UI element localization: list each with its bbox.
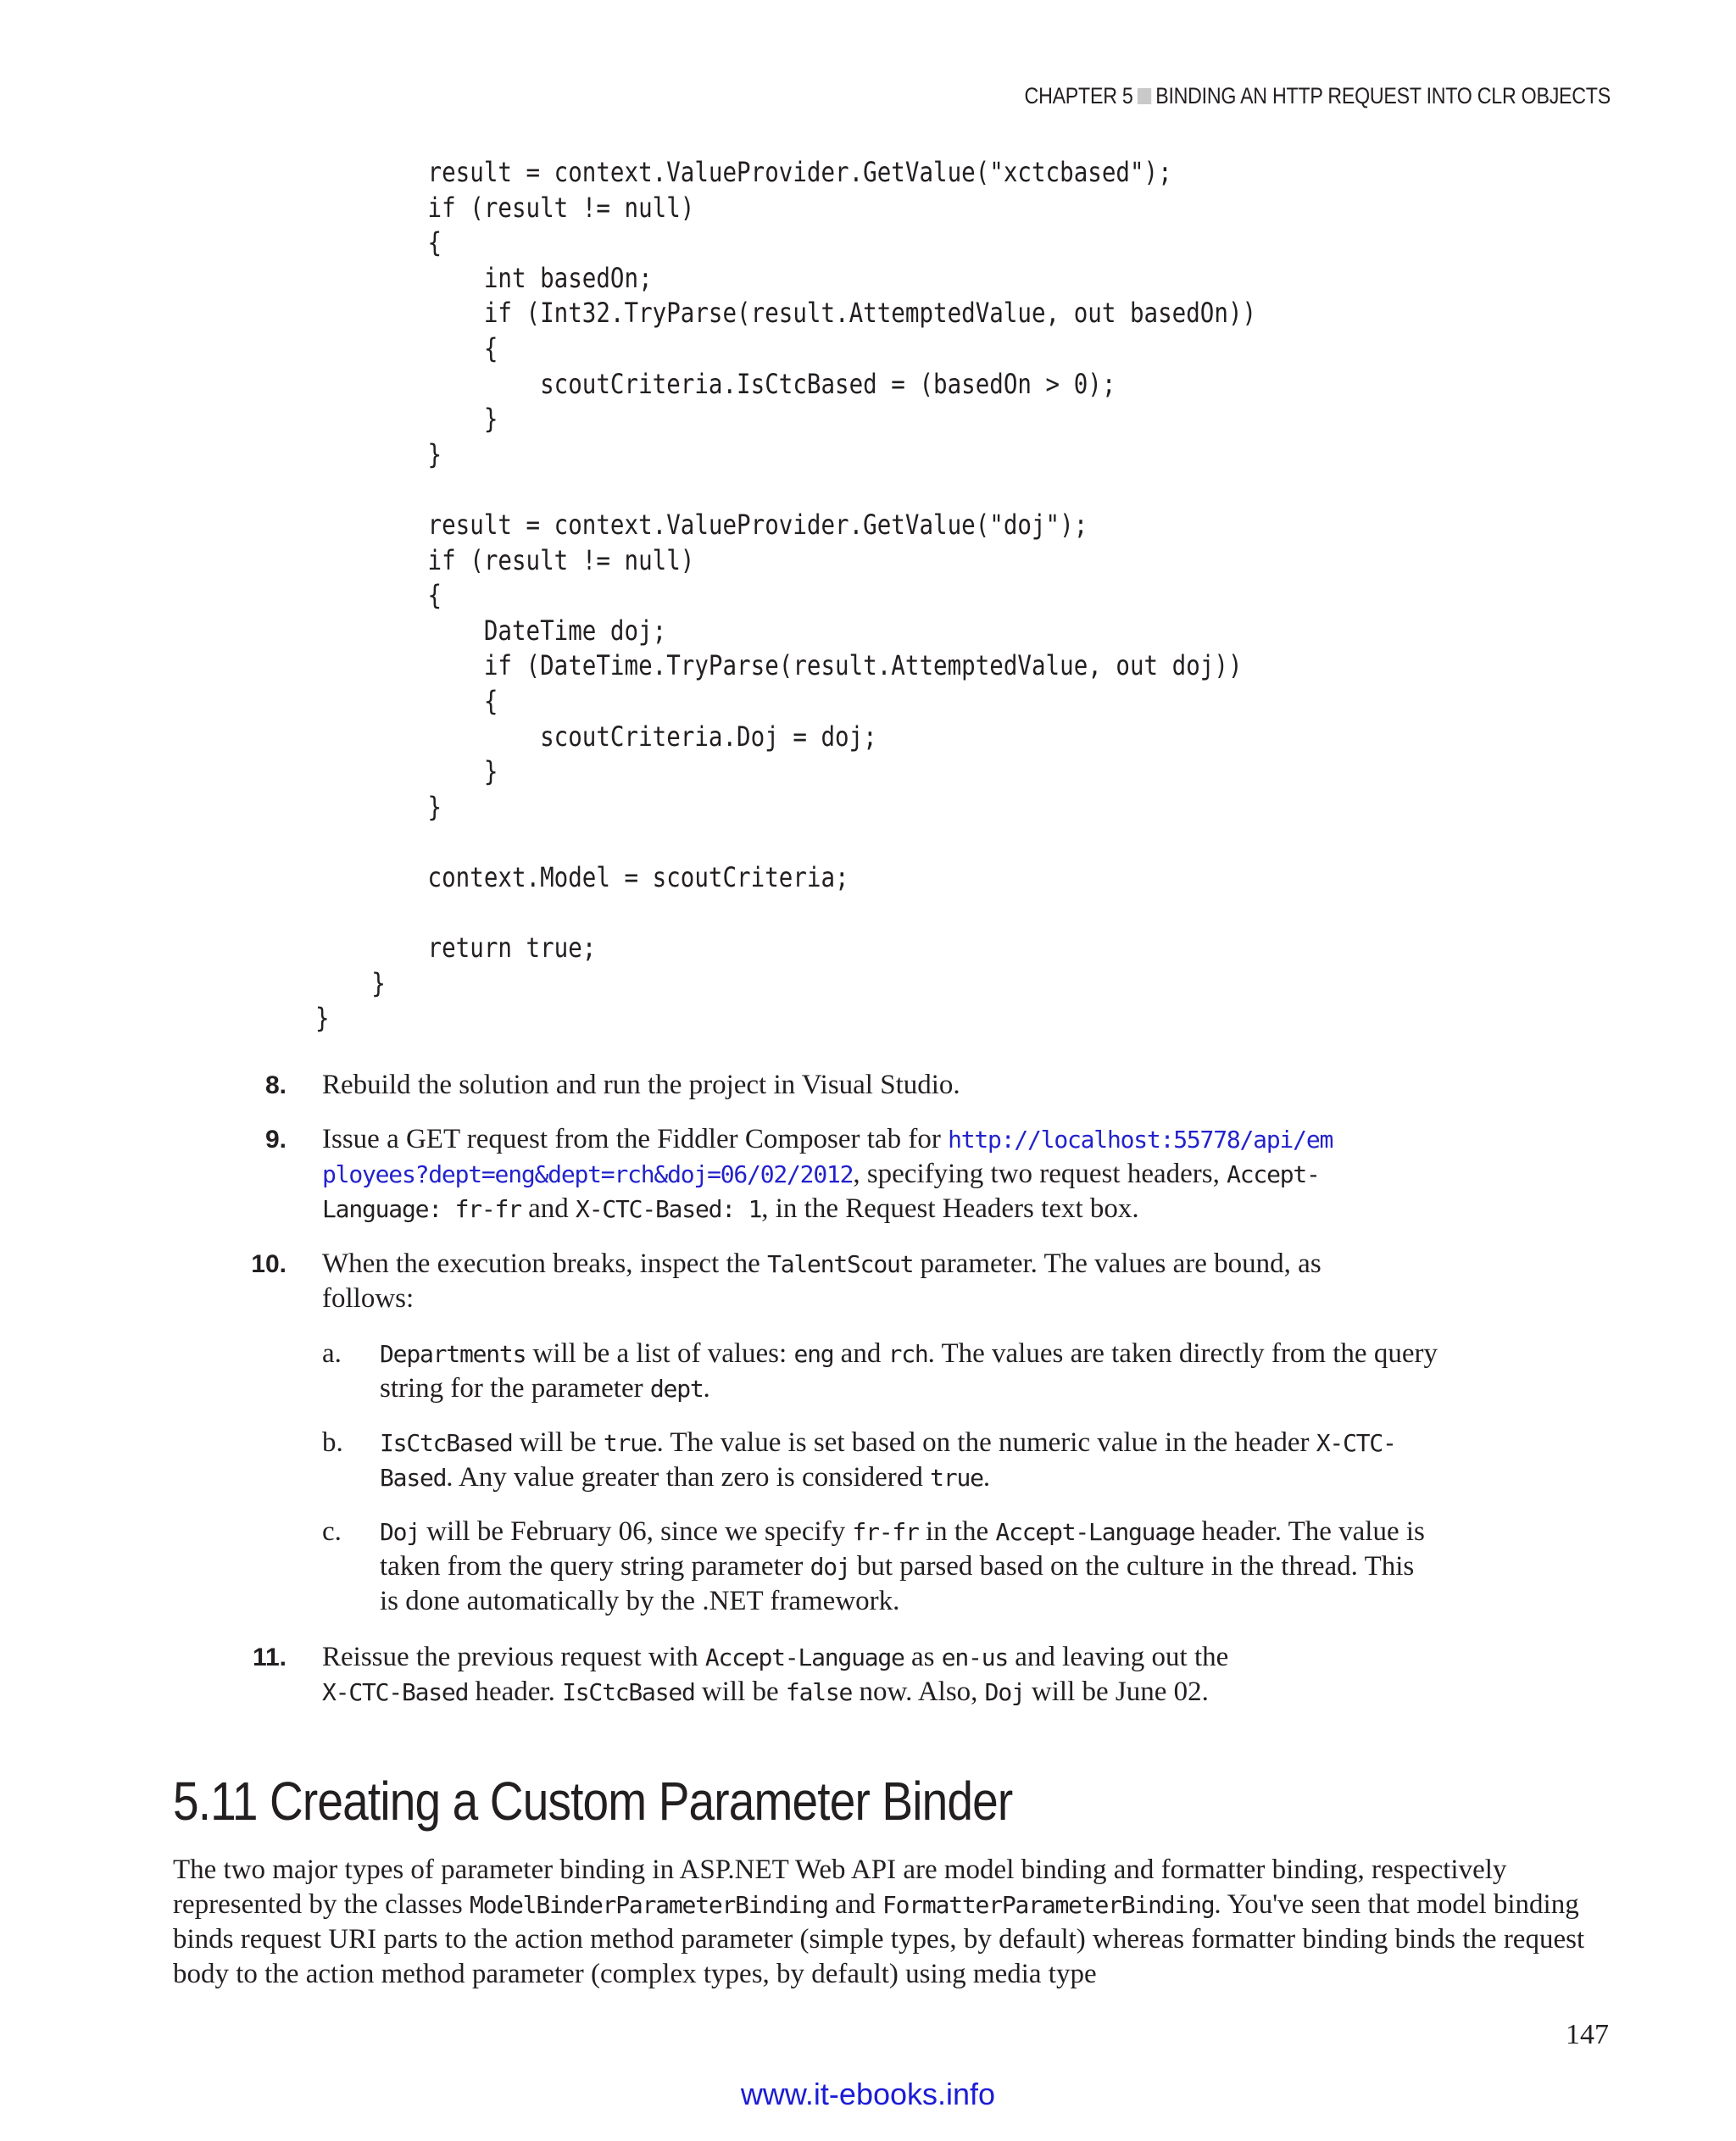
chapter-title: BINDING AN HTTP REQUEST INTO CLR OBJECTS — [1155, 83, 1611, 108]
code-line: } — [315, 437, 442, 470]
step-9-text: Issue a GET request from the Fiddler Composer tab for http://localhost:55778/api/em ployees?dept=eng&dept=rch&doj=06/02/2012, specifying two request headers, Accept- Language: fr-fr and X-CTC-Based: 1, in the Request Headers text box. — [322, 1124, 1333, 1224]
request-url-link[interactable]: http://localhost:55778/api/em ployees?dept=eng&dept=rch&doj=06/02/2012 — [322, 1126, 1333, 1188]
code-line: context.Model = scoutCriteria; — [315, 860, 849, 893]
code-line — [315, 825, 1256, 860]
footer-link[interactable]: www.it-ebooks.info — [740, 2077, 996, 2111]
step-10-text: When the execution breaks, inspect the TalentScout parameter. The values are bound, as follows: — [322, 1248, 1321, 1314]
code-line: } — [315, 1002, 330, 1035]
code-line: if (DateTime.TryParse(result.AttemptedValue, out doj)) — [315, 649, 1243, 682]
sub-item-b-text: IsCtcBased will be true. The value is set based on the numeric value in the header X-CTC-Based. Any value greater than zero is considered true. — [380, 1427, 1396, 1493]
code-line: } — [315, 403, 498, 436]
step-number: 9. — [264, 1126, 287, 1154]
code-line: int basedOn; — [315, 261, 653, 294]
code-line: if (result != null) — [315, 543, 695, 576]
code-line: scoutCriteria.Doj = doj; — [315, 720, 877, 753]
code-line: return true; — [315, 931, 597, 965]
step-number: 10. — [251, 1250, 287, 1278]
code-line — [315, 472, 1256, 508]
code-line: DateTime doj; — [315, 614, 667, 647]
step-number: 11. — [252, 1643, 287, 1671]
chapter-label: CHAPTER 5 — [1024, 83, 1133, 108]
code-line: if (Int32.TryParse(result.AttemptedValue, out basedOn)) — [315, 297, 1257, 330]
sub-item-letter: c. — [322, 1516, 342, 1547]
code-line: { — [315, 684, 498, 717]
code-line: if (result != null) — [315, 191, 695, 224]
code-line: } — [315, 966, 386, 999]
code-line: result = context.ValueProvider.GetValue("xctcbased"); — [315, 156, 1172, 188]
sub-item-letter: a. — [322, 1338, 342, 1369]
code-listing — [315, 155, 1256, 1037]
step-number: 8. — [264, 1071, 287, 1099]
step-11-text: Reissue the previous request with Accept-Language as en-us and leaving out the X-CTC-Based header. IsCtcBased will be false now. Also, Doj will be June 02. — [322, 1642, 1229, 1707]
running-header — [1025, 83, 1611, 109]
code-line: { — [315, 579, 442, 612]
header-separator-square — [1138, 88, 1151, 104]
code-line: scoutCriteria.IsCtcBased = (basedOn > 0); — [315, 367, 1116, 400]
sub-item-letter: b. — [322, 1427, 343, 1458]
page-number: 147 — [1566, 2019, 1609, 2050]
code-line: } — [315, 755, 498, 788]
code-line: { — [315, 331, 498, 364]
code-line — [315, 895, 1256, 931]
step-8-text: Rebuild the solution and run the project in Visual Studio. — [322, 1070, 960, 1100]
section-paragraph: The two major types of parameter binding in ASP.NET Web API are model binding and formatter binding, respectively represented by the classes ModelBinderParameterBinding and FormatterParameterBinding. You've seen that model binding binds request URI parts to the action method parameter (simple types, by default) whereas formatter binding binds the request body to the action method parameter (complex types, by default) using media type — [173, 1855, 1585, 1989]
code-line: { — [315, 226, 442, 259]
code-line: } — [315, 790, 442, 823]
sub-item-c-text: Doj will be February 06, since we specify fr-fr in the Accept-Language header. The value is taken from the query string parameter doj but parsed based on the culture in the thread. This is done automatically by the .NET framework. — [380, 1516, 1425, 1616]
sub-item-a-text: Departments will be a list of values: eng and rch. The values are taken directly from the query string for the parameter dept. — [380, 1338, 1438, 1404]
section-heading: 5.11 Creating a Custom Parameter Binder — [173, 1771, 1013, 1832]
code-line: result = context.ValueProvider.GetValue("doj"); — [315, 508, 1088, 541]
